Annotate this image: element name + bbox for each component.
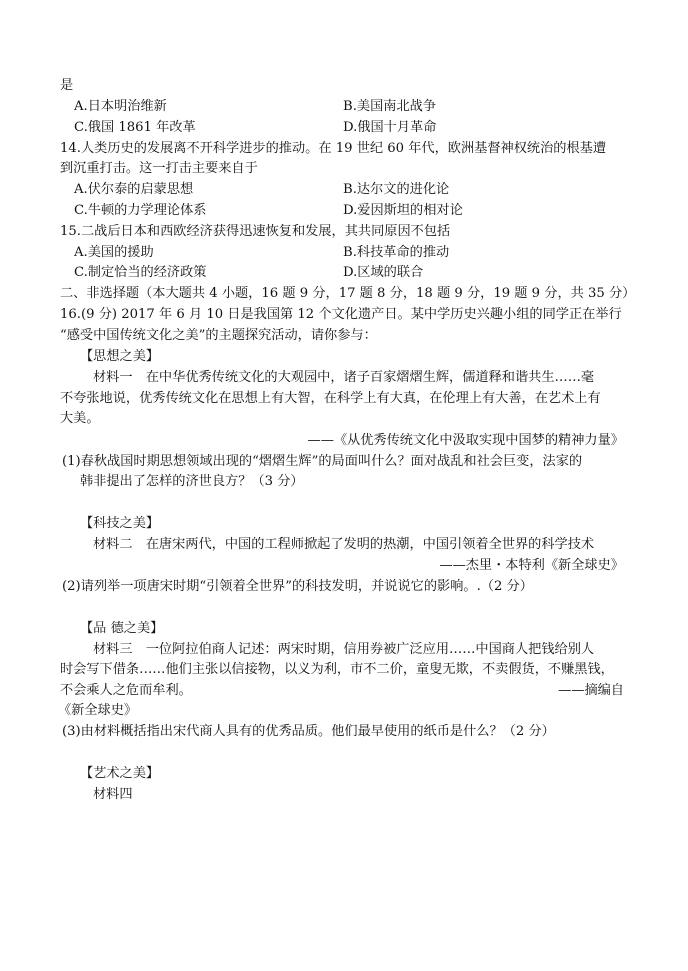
material3-line1: 材料三 一位阿拉伯商人记述：两宋时期，信用券被广泛应用……中国商人把钱给别人: [93, 642, 595, 657]
material2-source: ——杰里・本特利《新全球史》: [439, 558, 624, 573]
q14-option-a: A.伏尔泰的启蒙思想: [74, 182, 194, 197]
q15-option-b: B.科技革命的推动: [343, 245, 450, 260]
q14-stem-line2: 到沉重打击。这一打击主要来自于: [60, 161, 258, 176]
section2-heading: 二、非选择题（本大题共 4 小题，16 题 9 分，17 题 8 分，18 题 9 分，19 题 9 分，共 35 分）: [60, 286, 636, 301]
material1-line2: 不夸张地说，优秀传统文化在思想上有大智，在科学上有大真，在伦理上有大善，在艺术上有: [60, 391, 601, 406]
q14-option-d: D.爱因斯坦的相对论: [343, 203, 463, 218]
q16-intro-line2: “感受中国传统文化之美”的主题探究活动，请你参与：: [60, 328, 377, 343]
subquestion1-line1: (1)春秋战国时期思想领域出现的“熠熠生辉”的局面叫什么？面对战乱和社会巨变，法家的: [62, 454, 583, 469]
q13-option-d: D.俄国十月革命: [343, 120, 437, 135]
q15-option-a: A.美国的援助: [74, 245, 154, 260]
q15-option-c: C.制定恰当的经济政策: [74, 265, 207, 280]
art-heading: 【艺术之美】: [80, 766, 160, 781]
material1-line3: 大美。: [60, 411, 100, 426]
q15-option-d: D.区域的联合: [343, 265, 424, 280]
subquestion2: (2)请列举一项唐宋时期“引领着全世界”的科技发明，并说说它的影响。.（2 分）: [62, 579, 533, 594]
material4-label: 材料四: [93, 787, 133, 802]
tech-heading: 【科技之美】: [80, 516, 160, 531]
q16-intro-line1: 16.(9 分) 2017 年 6 月 10 日是我国第 12 个文化遗产日。某中学历史兴趣小组的同学正在举行: [60, 307, 622, 322]
q13-option-c: C.俄国 1861 年改革: [74, 120, 196, 135]
material3-source-a: ——摘编自: [558, 683, 624, 698]
q14-option-b: B.达尔文的进化论: [343, 182, 450, 197]
material3-source-b: 《新全球史》: [58, 703, 138, 718]
material2-line1: 材料二 在唐宋两代，中国的工程师掀起了发明的热潮，中国引领着全世界的科学技术: [93, 537, 595, 552]
q13-option-b: B.美国南北战争: [343, 99, 437, 114]
material3-line3: 不会乘人之危而牟利。: [60, 683, 192, 698]
q13-tail: 是: [60, 78, 74, 93]
subquestion1-line2: 韩非提出了怎样的济世良方？（3 分）: [80, 474, 304, 489]
thought-heading: 【思想之美】: [80, 349, 160, 364]
q14-option-c: C.牛顿的力学理论体系: [74, 203, 207, 218]
material1-source: ——《从优秀传统文化中汲取实现中国梦的精神力量》: [307, 433, 624, 448]
moral-heading: 【品 德之美】: [80, 621, 164, 636]
q15-stem: 15.二战后日本和西欧经济获得迅速恢复和发展，其共同原因不包括: [60, 224, 451, 239]
material3-line2: 时会写下借条……他们主张以信接物，以义为利，市不二价，童叟无欺，不卖假货，不赚黑钱，: [60, 662, 614, 677]
subquestion3: (3)由材料概括指出宋代商人具有的优秀品质。他们最早使用的纸币是什么？（2 分）: [62, 724, 555, 739]
q13-option-a: A.日本明治维新: [74, 99, 167, 114]
material1-line1: 材料一 在中华优秀传统文化的大观园中，诸子百家熠熠生辉，儒道释和谐共生……毫: [93, 370, 595, 385]
q14-stem-line1: 14.人类历史的发展离不开科学进步的推动。在 19 世纪 60 年代，欧洲基督神权统治的根基遭: [60, 141, 607, 156]
